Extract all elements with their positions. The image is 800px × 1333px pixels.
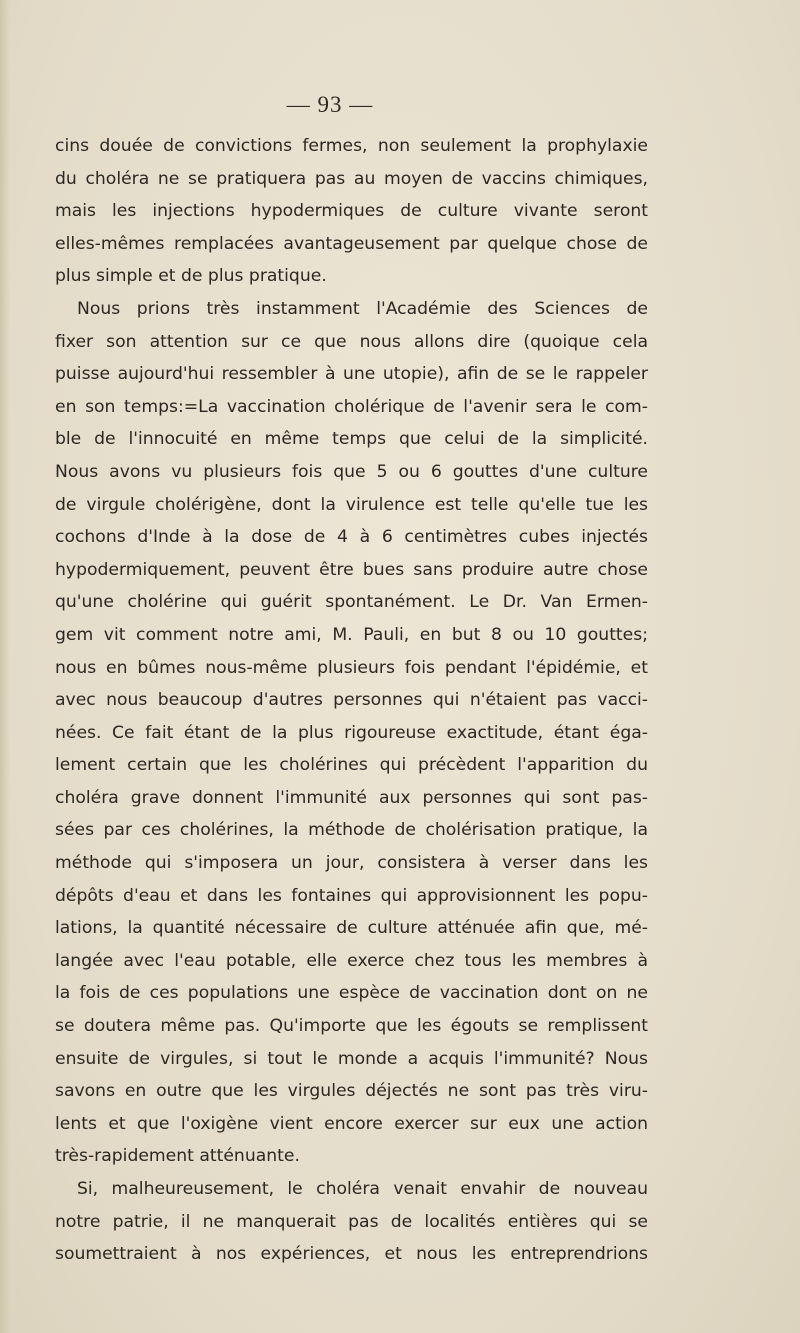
text-line: soumettraient à nos expériences, et nous les entreprendrions: [55, 1244, 648, 1265]
text-line: dépôts d'eau et dans les fontaines qui approvisionnent les popu-: [55, 885, 648, 906]
text-line: savons en outre que les virgules déjectés ne sont pas très viru-: [55, 1081, 648, 1102]
page-number: — 93 —: [286, 92, 374, 117]
text-line: se doutera même pas. Qu'importe que les égouts se remplissent: [55, 1016, 648, 1037]
text-line: avec nous beaucoup d'autres personnes qui n'étaient pas vacci-: [55, 690, 648, 711]
text-line: du choléra ne se pratiquera pas au moyen de vaccins chimiques,: [55, 168, 648, 189]
text-line: gem vit comment notre ami, M. Pauli, en but 8 ou 10 gouttes;: [55, 624, 648, 645]
text-line: qu'une cholérine qui guérit spontanément. Le Dr. Van Ermen-: [55, 592, 648, 613]
text-line: lement certain que les cholérines qui précèdent l'apparition du: [55, 755, 648, 776]
text-line: puisse aujourd'hui ressembler à une utopie), afin de se le rappeler: [55, 364, 648, 385]
text-line: nous en bûmes nous-même plusieurs fois pendant l'épidémie, et: [55, 657, 648, 678]
text-line: mais les injections hypodermiques de culture vivante seront: [55, 201, 648, 222]
text-line: ensuite de virgules, si tout le monde a acquis l'immunité? Nous: [55, 1048, 648, 1069]
text-line: ble de l'innocuité en même temps que celui de la simplicité.: [55, 429, 648, 450]
body-text: [55, 130, 648, 1271]
text-line: lents et que l'oxigène vient encore exercer sur eux une action: [55, 1113, 648, 1134]
text-line: Nous prions très instamment l'Académie des Sciences de: [77, 298, 648, 319]
text-line: méthode qui s'imposera un jour, consistera à verser dans les: [55, 853, 648, 874]
text-line: nées. Ce fait étant de la plus rigoureuse exactitude, étant éga-: [55, 722, 648, 743]
text-line: plus simple et de plus pratique.: [55, 266, 327, 287]
text-line: hypodermiquement, peuvent être bues sans produire autre chose: [55, 559, 648, 580]
text-line: de virgule cholérigène, dont la virulence est telle qu'elle tue les: [55, 494, 648, 515]
text-line: notre patrie, il ne manquerait pas de localités entières qui se: [55, 1211, 648, 1232]
page-edge-shadow: [0, 0, 10, 1333]
text-line: Nous avons vu plusieurs fois que 5 ou 6 gouttes d'une culture: [55, 461, 648, 482]
text-line: langée avec l'eau potable, elle exerce chez tous les membres à: [55, 950, 648, 971]
text-line: cochons d'Inde à la dose de 4 à 6 centimètres cubes injectés: [55, 527, 648, 548]
text-line: lations, la quantité nécessaire de culture atténuée afin que, mé-: [55, 918, 648, 939]
text-line: elles-mêmes remplacées avantageusement par quelque chose de: [55, 233, 648, 254]
text-line: cins douée de convictions fermes, non seulement la prophylaxie: [55, 136, 648, 156]
text-line: Si, malheureusement, le choléra venait envahir de nouveau: [77, 1179, 648, 1199]
text-line: choléra grave donnent l'immunité aux personnes qui sont pas-: [55, 787, 648, 808]
text-line: fixer son attention sur ce que nous allons dire (quoique cela: [55, 331, 648, 352]
text-line: en son temps:=La vaccination cholérique de l'avenir sera le com-: [55, 396, 648, 417]
text-line: sées par ces cholérines, la méthode de cholérisation pratique, la: [55, 820, 648, 841]
text-line: très-rapidement atténuante.: [55, 1146, 300, 1167]
text-line: la fois de ces populations une espèce de vaccination dont on ne: [55, 983, 648, 1004]
